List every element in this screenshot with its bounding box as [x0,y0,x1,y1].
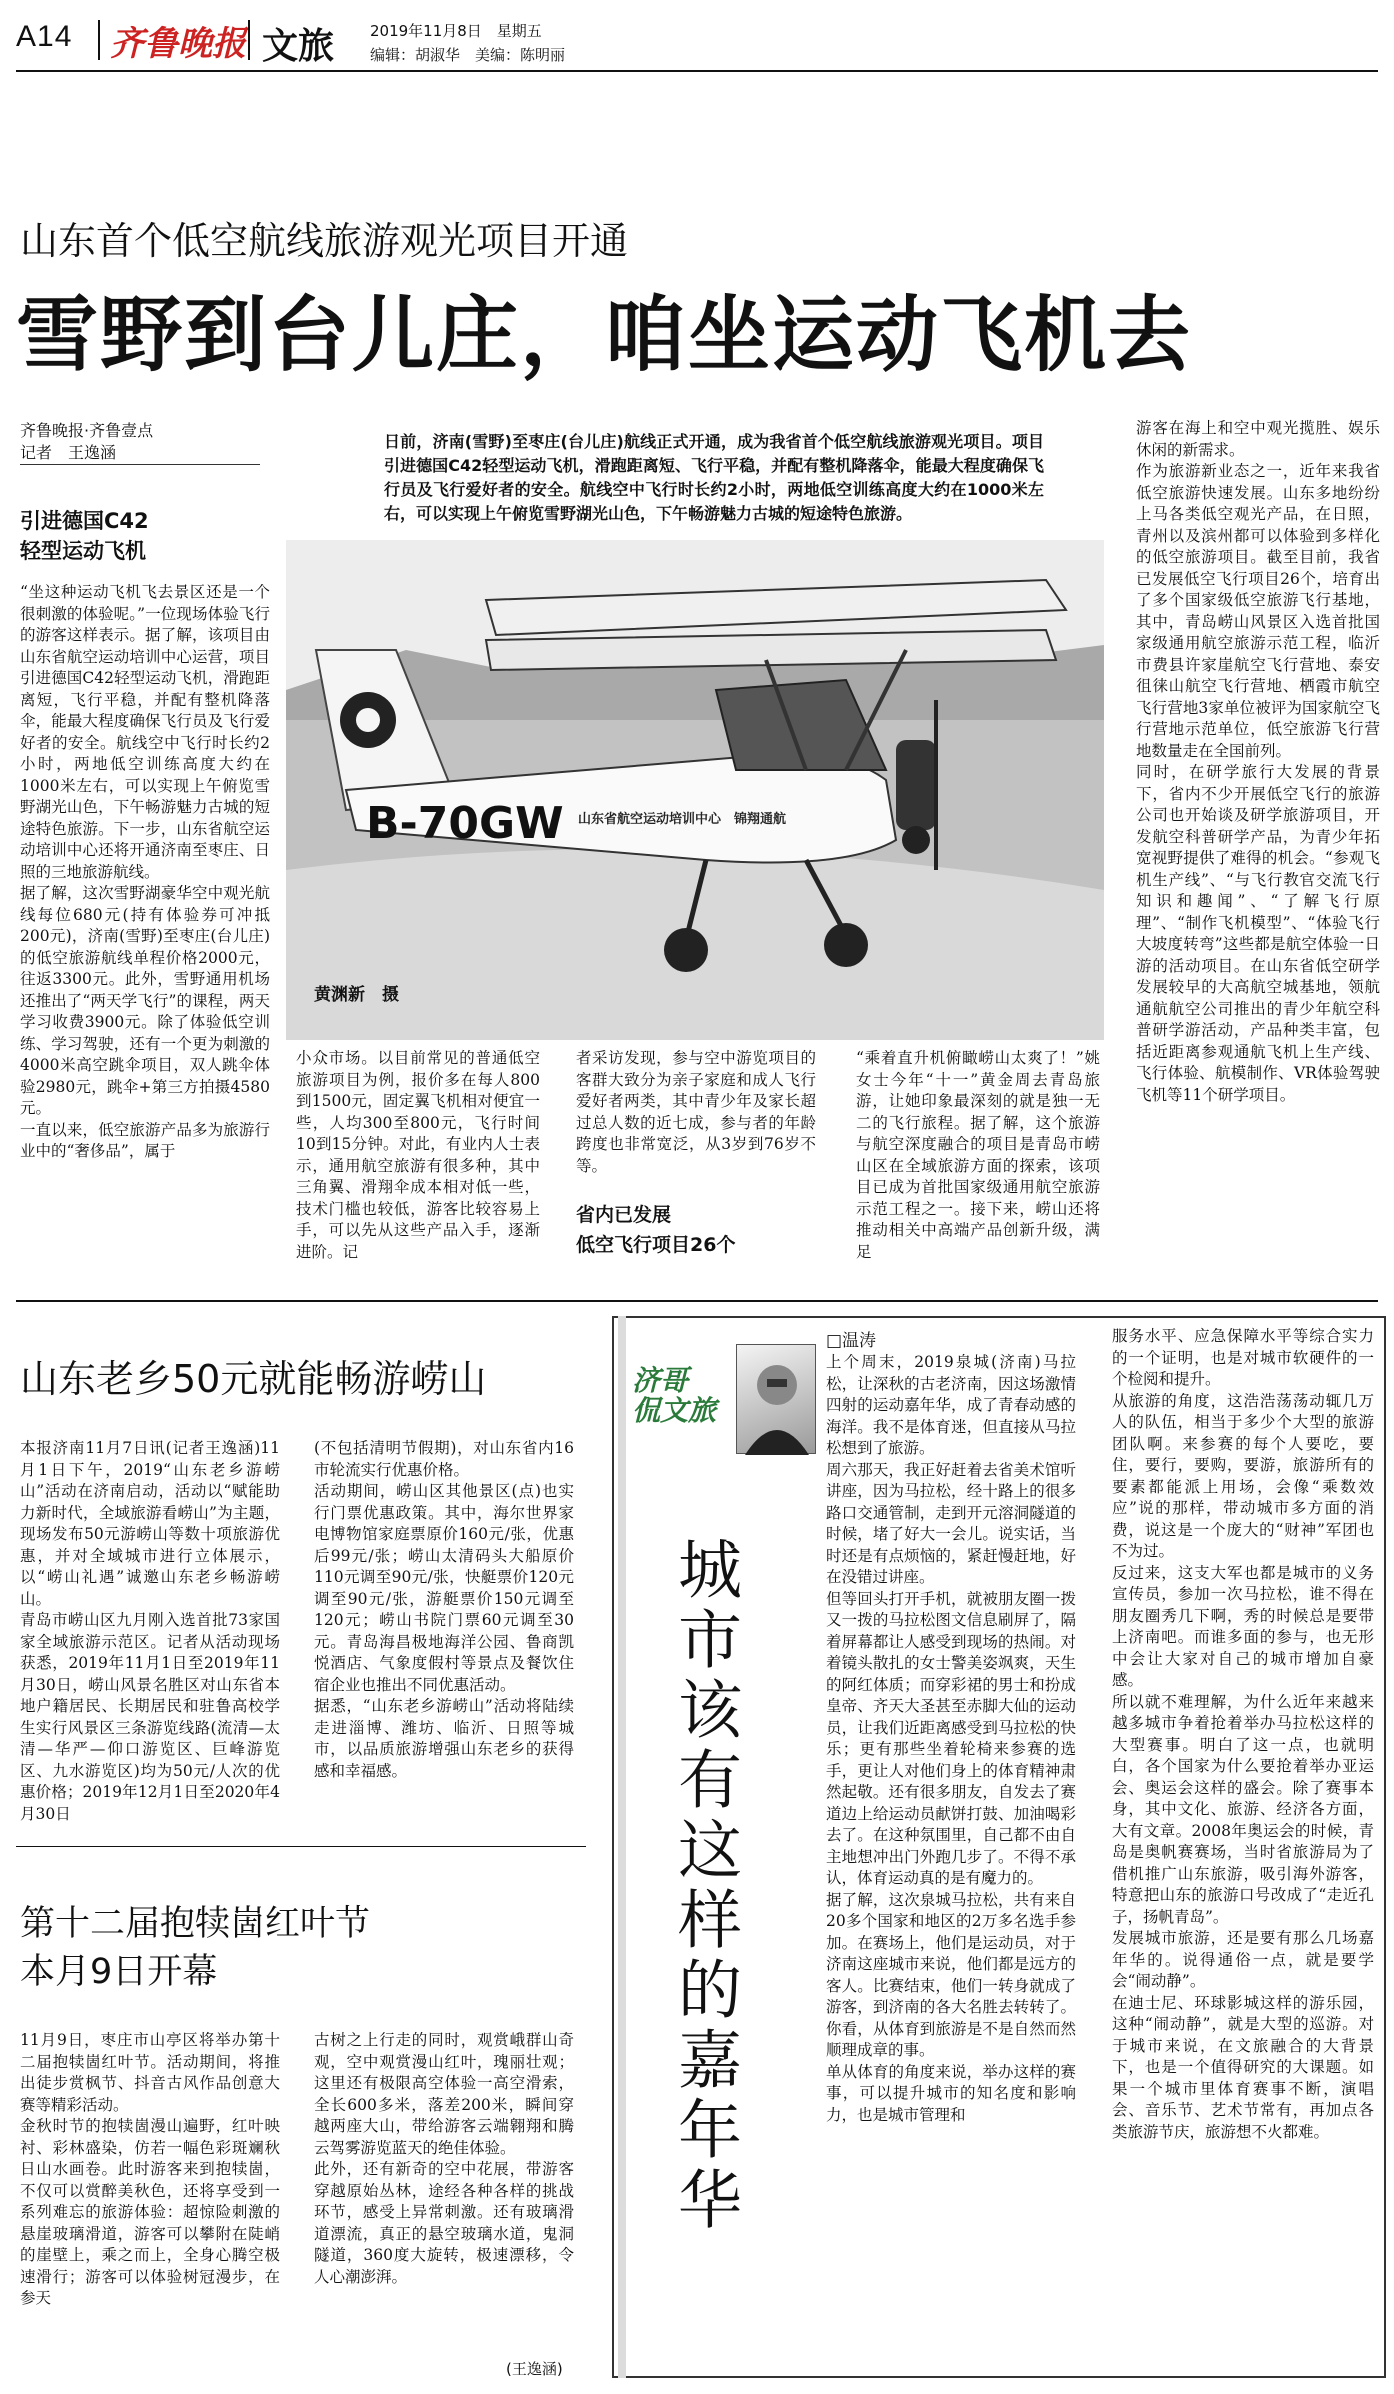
photo-credit: 黄渊新 摄 [314,985,399,1005]
section-name: 文旅 [262,26,335,67]
section-rule [16,1300,1378,1302]
story2-column-1: 本报济南11月7日讯(记者王逸涵)11月1日下午，2019“山东老乡游崂山”活动在济南启动，活动以“赋能助力新时代，全域旅游看崂山”为主题，现场发布50元游崂山等数十项旅游优惠，并对全域城市进行立体展示，以“崂山礼遇”诚邀山东老乡畅游崂山。 青岛市崂山区九月刚入选首批73家国家全域旅游示范区。记者从活动现场获悉，2019年11月1日至2019年11月30日，崂山风景名胜区对山东省本地户籍居民、长期居民和驻鲁高校学生实行风景区三条游览线路(流清—太清—华严—仰口游览区、巨峰游览区、九水游览区)均为50元/人次的优惠价格；2019年12月1日至2020年4月30日 [20,1439,280,1823]
story2-column-2: (不包括清明节假期)，对山东省内16市轮流实行优惠价格。 活动期间，崂山区其他景区(点)也实行门票优惠政策。其中，海尔世界家电博物馆家庭票原价160元/张，优惠后99元/张；崂山太清码头大船原价110元调至90元/张，快艇票价120元调至90元/张，游艇票价150元调至120元；崂山书院门票60元调至30元。青岛海昌极地海洋公园、鲁商凯悦酒店、气象度假村等景点及餐饮住宿企业也推出不同优惠活动。 据悉，“山东老乡游崂山”活动将陆续走进淄博、潍坊、临沂、日照等城市，以品质旅游增强山东老乡的获得感和幸福感。 [314,1439,574,1780]
column-author: □温涛 [826,1331,877,1351]
lead-headline: 雪野到台儿庄，咱坐运动飞机去 [16,288,1193,383]
page-number: A14 [16,20,73,53]
header-divider [248,20,250,60]
photo-caption: 日前，济南(雪野)至枣庄(台儿庄)航线正式开通，成为我省首个低空航线旅游观光项目。项目引进德国C42轻型运动飞机，滑跑距离短、飞行平稳，并配有整机降落伞，能最大程度确保飞行员及飞行爱好者的安全。航线空中飞行时长约2小时，两地低空训练高度大约在1000米左右，可以实现上午俯览雪野湖光山色，下午畅游魅力古城的短途特色旅游。 [384,430,1044,526]
lead-subtitle: 山东首个低空航线旅游观光项目开通 [20,219,629,263]
story3-headline: 第十二届抱犊崮红叶节 本月9日开幕 [20,1904,371,1992]
byline-source: 齐鲁晚报·齐鲁壹点 [20,421,154,440]
column-logo: 济哥 侃文旅 [632,1364,717,1427]
portrait-illustration [737,1345,817,1455]
lead-column-4: “乘着直升机俯瞰崂山太爽了！”姚女士今年“十一”黄金周去青岛旅游，让她印象最深刻的就是独一无二的飞行旅程。据了解，这个旅游与航空深度融合的项目是青岛市崂山区在全域旅游方面的探索，该项目已成为首批国家级通用航空旅游示范工程之一。接下来，崂山还将推动相关中高端产品创新升级，满足 [856,1049,1100,1261]
column-text-2: 服务水平、应急保障水平等综合实力的一个证明，也是对城市软硬件的一个检阅和提升。 从旅游的角度，这浩浩荡荡动辄几万人的队伍，相当于多少个大型的旅游团队啊。来参赛的每个人要吃，要住，要行，要购，要游，旅游所有的要素都能派上用场，会像“乘数效应”说的那样，带动城市多方面的消费，说这是一个庞大的“财神”军团也不为过。 反过来，这支大军也都是城市的义务宣传员，参加一次马拉松，谁不得在朋友圈秀几下啊，秀的时候总是要带上济南吧。而谁多面的参与，也无形中会让大家对自己的城市增加自豪感。 所以就不难理解，为什么近年来越来越多城市争着抢着举办马拉松这样的大型赛事。明白了这一点，也就明白，各个国家为什么要抢着举办亚运会、奥运会这样的盛会。除了赛事本身，其中文化、旅游、经济各方面，大有文章。2008年奥运会的时候，青岛是奥帆赛赛场，当时省旅游局为了借机推广山东旅游，吸引海外游客，特意把山东的旅游口号改成了“走近孔子，扬帆青岛”。 发展城市旅游，还是要有那么几场嘉年华的。说得通俗一点，就是要学会“闹动静”。 在迪士尼、环球影城这样的游乐园，这种“闹动静”，就是大型的巡游。对于城市来说，在文旅融合的大背景下，也是一个值得研究的大课题。如果一个城市里体育赛事不断，演唱会、音乐节、艺术节常有，再加点各类旅游节庆，旅游想不火都难。 [1112,1327,1374,2141]
airplane-illustration [286,540,1104,1040]
story3-column-2: 古树之上行走的同时，观赏峨群山奇观，空中观赏漫山红叶，瑰丽壮观；这里还有极限高空体验一高空滑索，全长600多米，落差200米，瞬间穿越两座大山，带给游客云端翱翔和腾云驾雾游览蓝天的绝佳体验。 此外，还有新奇的空中花展，带游客穿越原始丛林，途经各种各样的挑战环节，感受上异常刺激。还有玻璃滑道漂流，真正的悬空玻璃水道，鬼洞隧道，360度大旋转，极速漂移，令人心潮澎湃。 [314,2031,574,2286]
story3-author: (王逸涵) [506,2360,563,2378]
story2-headline: 山东老乡50元就能畅游崂山 [20,1357,487,1401]
column-title: 城市该有这样的嘉年华 [667,1536,741,2236]
story-rule [16,1846,586,1847]
header-divider [98,20,100,60]
issue-date: 2019年11月8日 星期五 [370,22,542,40]
lead-column-3-subhead: 省内已发展 低空飞行项目26个 [576,1204,736,1256]
lead-column-3: 者采访发现，参与空中游览项目的客群大致分为亲子家庭和成人飞行爱好者两类，其中青少年及家长超过总人数的近七成，参与者的年龄跨度也非常宽泛，从3岁到76岁不等。 [576,1049,816,1175]
lead-side-heading: 引进德国C42 轻型运动飞机 [20,509,149,563]
plane-registration: B-70GW [366,798,564,849]
column-text-1: 上个周末，2019泉城(济南)马拉松，让深秋的古老济南，因这场激情四射的运动嘉年华，成了青春动感的海洋。我不是体育迷，但直接从马拉松想到了旅游。 周六那天，我正好赶着去省美术馆听讲座，因为马拉松，经十路上的很多路口交通管制，走到开元溶洞隧道的时候，堵了好大一会儿。说实话，当时还是有点烦恼的，紧赶慢赶地，好在没错过讲座。 但等回头打开手机，就被朋友圈一拨又一拨的马拉松图文信息刷屏了，隔着屏幕都让人感受到现场的热闹。对着镜头散扎的女士警美姿飒爽，天生的阿红体质；而穿彩裙的男士和扮成皇帝、齐天大圣甚至赤脚大仙的运动员，让我们近距离感受到马拉松的快乐；更有那些坐着轮椅来参赛的选手，更让人对他们身上的体育精神肃然起敬。还有很多朋友，自发去了赛道边上给运动员献饼打鼓、加油喝彩去了。在这种氛围里，自己都不由自主地想冲出门外跑几步了。不得不承认，体育运动真的是有魔力的。 据了解，这次泉城马拉松，共有来自20多个国家和地区的2万多名选手参加。在赛场上，他们是运动员，对于济南这座城市来说，他们都是远方的客人。比赛结束，他们一转身就成了游客，到济南的各大名胜去转转了。你看，从体育到旅游是不是自然而然顺理成章的事。 单从体育的角度来说，举办这样的赛事，可以提升城市的知名度和影响力，也是城市管理和 [826,1353,1076,2124]
lead-column-5: 游客在海上和空中观光揽胜、娱乐休闲的新需求。 作为旅游新业态之一，近年来我省低空旅游快速发展。山东多地纷纷上马各类低空观光产品，在日照，青州以及滨州都可以体验到多样化的低空旅游项目。截至目前，我省已发展低空飞行项目26个，培育出了多个国家级低空旅游飞行基地，其中，青岛崂山风景区入选首批国家级通用航空旅游示范工程，临沂市费县许家崖航空飞行营地、泰安徂徕山航空飞行营地、栖霞市航空飞行营地3家单位被评为国家航空飞行营地示范单位，低空旅游飞行营地数量走在全国前列。 同时，在研学旅行大发展的背景下，省内不少开展低空飞行的旅游公司也开始谈及研学旅游项目，开发航空科普研学产品，为青少年拓宽视野提供了难得的机会。“参观飞机生产线”、“与飞行教官交流飞行知识和趣闻”、“了解飞行原理”、“制作飞机模型”、“体验飞行大坡度转弯”这些都是航空体验一日游的活动项目。在山东省低空研学发展较早的大高航空城基地，领航通航航空公司推出的青少年航空科普研学游活动，产品种类丰富，包括近距离参观通航飞机上生产线、飞行体验、航模制作、VR体验驾驶飞机等11个研学项目。 [1136,419,1380,1104]
editor-credits: 编辑：胡淑华 美编：陈明丽 [370,46,566,64]
airplane-photo [286,540,1104,1040]
lead-column-2: 小众市场。以目前常见的普通低空旅游项目为例，报价多在每人800到1500元，固定翼飞机相对便宜一些，人均300至800元，飞行时间10到15分钟。对此，有业内人士表示，通用航空旅游有很多种，其中三角翼、滑翔伞成本相对低一些，技术门槛也较低，游客比较容易上手，可以先从这些产品入手，逐渐进阶。记 [296,1049,540,1261]
columnist-portrait [736,1344,816,1454]
header-rule [16,70,1378,72]
column-box-accent [618,1316,626,2378]
lead-column-1: “坐这种运动飞机飞去景区还是一个很刺激的体验呢。”一位现场体验飞行的游客这样表示。据了解，该项目由山东省航空运动培训中心运营，项目引进德国C42轻型运动飞机，滑跑距离短，飞行平稳，并配有整机降落伞，能最大程度确保飞行员及飞行爱好者的安全。航线空中飞行时长约2小时，两地低空训练高度大约在1000米左右，可以实现上午俯览雪野湖光山色，下午畅游魅力古城的短途特色旅游。下一步，山东省航空运动培训中心还将开通济南至枣庄、日照的三地旅游航线。 据了解，这次雪野湖豪华空中观光航线每位680元(持有体验券可冲抵200元)，济南(雪野)至枣庄(台儿庄)的低空旅游航线单程价格2000元，往返3300元。此外，雪野通用机场还推出了“两天学飞行”的课程，两天学习收费3900元。除了体验低空训练、学习驾驶，还有一个更为刺激的4000米高空跳伞项目，双人跳伞体验2980元，跳伞+第三方拍摄4580元。 一直以来，低空旅游产品多为旅游行业中的“奢侈品”，属于 [20,583,270,1160]
story3-column-1: 11月9日，枣庄市山亭区将举办第十二届抱犊崮红叶节。活动期间，将推出徒步赏枫节、抖音古风作品创意大赛等精彩活动。 金秋时节的抱犊崮漫山遍野，红叶映衬、彩林盛染，仿若一幅色彩斑斓秋日山水画卷。此时游客来到抱犊崮，不仅可以赏醉美秋色，还将享受到一系列难忘的旅游体验：超惊险刺激的悬崖玻璃滑道，游客可以攀附在陡峭的崖壁上，乘之而上，全身心腾空极速滑行；游客可以体验树冠漫步，在参天 [20,2031,280,2307]
byline-reporter: 记者 王逸涵 [20,442,260,465]
newspaper-logo: 齐鲁晚报 [110,24,246,64]
plane-livery-text: 山东省航空运动培训中心 锦翔通航 [578,812,787,827]
lead-byline [20,420,270,465]
